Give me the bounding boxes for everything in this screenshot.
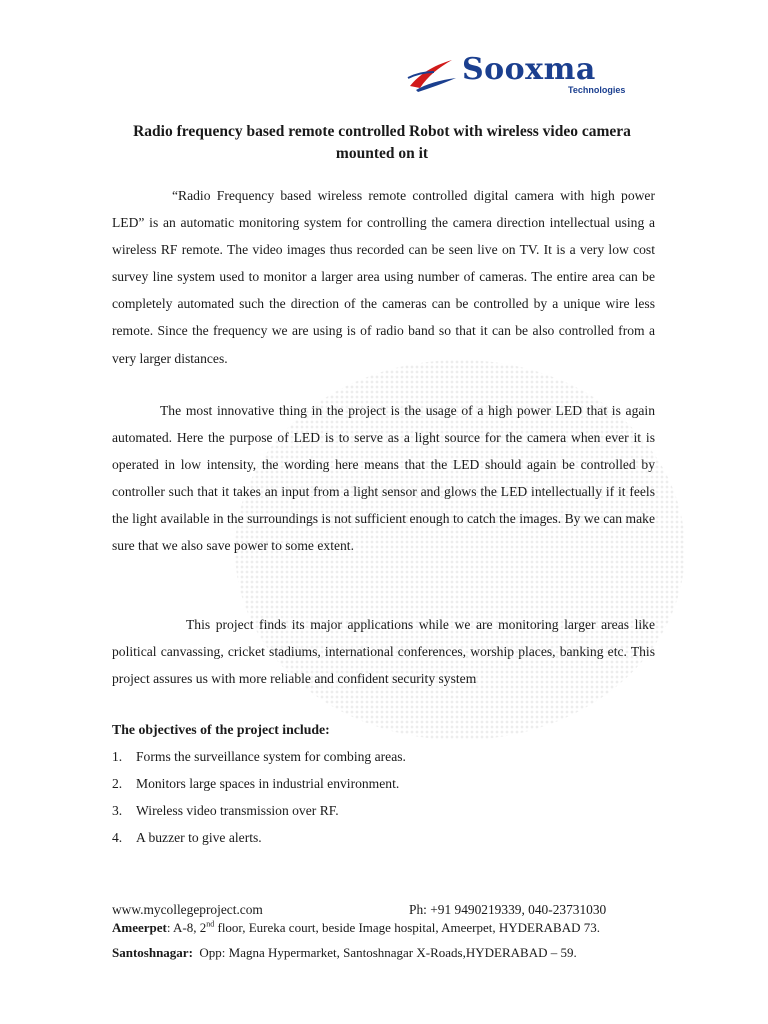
paragraph-applications: This project finds its major applications while we are monitoring larger areas like political canvassing, cricket stadiums, international conferences, worship places, banking etc. This project assures us with more reliable and confident security system xyxy=(112,617,655,687)
footer-contact-row xyxy=(112,901,642,919)
ameerpet-label: Ameerpet xyxy=(112,920,167,935)
footer-phone: Ph: +91 9490219339, 040-23731030 xyxy=(409,902,607,917)
list-item-text: Monitors large spaces in industrial environment. xyxy=(136,776,400,791)
list-item xyxy=(112,746,652,773)
page-footer xyxy=(112,901,642,962)
list-item-number: 3. xyxy=(112,803,123,818)
ameerpet-address-superscript: nd xyxy=(206,919,215,929)
objectives-heading: The objectives of the project include: xyxy=(112,722,330,737)
list-item xyxy=(112,773,652,800)
santoshnagar-address-text: Opp: Magna Hypermarket, Santoshnagar X-Roads,HYDERABAD – 59. xyxy=(192,945,577,960)
list-item xyxy=(112,827,652,854)
logo-brand-name: Sooxma xyxy=(462,52,596,87)
ameerpet-address-end: floor, Eureka court, beside Image hospital, Ameerpet, HYDERABAD 73. xyxy=(214,920,601,935)
document-title: Radio frequency based remote controlled Robot with wireless video camera mounted on it xyxy=(133,123,631,162)
logo-swoosh-icon xyxy=(406,56,458,94)
list-item-number: 4. xyxy=(112,830,123,845)
ameerpet-address-start: : A-8, 2 xyxy=(166,920,207,935)
footer-website-link[interactable]: www.mycollegeproject.com xyxy=(112,902,263,917)
list-item-number: 2. xyxy=(112,776,123,791)
santoshnagar-label: Santoshnagar: xyxy=(112,945,193,960)
list-item-text: A buzzer to give alerts. xyxy=(136,830,262,845)
footer-ameerpet-address xyxy=(112,919,642,937)
footer-santoshnagar-address xyxy=(112,944,642,962)
objectives-list xyxy=(112,746,652,854)
list-item-number: 1. xyxy=(112,749,123,764)
list-item-text: Forms the surveillance system for combing areas. xyxy=(136,749,406,764)
logo-subtitle: Technologies xyxy=(568,85,626,95)
company-logo xyxy=(402,52,654,98)
paragraph-led: The most innovative thing in the project is the usage of a high power LED that is again automated. Here the purpose of LED is to serve as a light source for the camera when ever it is operated in low intensity, the wording here means that the LED should again be controlled by controller such that it takes an input from a light sensor and glows the LED intellectually if it feels the light available in the surroundings is not sufficient enough to catch the images. By we can make sure that we also save power to some extent. xyxy=(112,403,655,554)
paragraph-intro: “Radio Frequency based wireless remote controlled digital camera with high power LED” is an automatic monitoring system for controlling the camera direction intellectual using a wireless RF remote. The video images thus recorded can be seen live on TV. It is a very low cost survey line system used to monitor a larger area using number of cameras. The entire area can be completely automated such the direction of the cameras can be controlled by a unique wire less remote. Since the frequency we are using is of radio band so that it can be also controlled from a very larger distances. xyxy=(112,188,655,366)
list-item xyxy=(112,800,652,827)
list-item-text: Wireless video transmission over RF. xyxy=(136,803,339,818)
